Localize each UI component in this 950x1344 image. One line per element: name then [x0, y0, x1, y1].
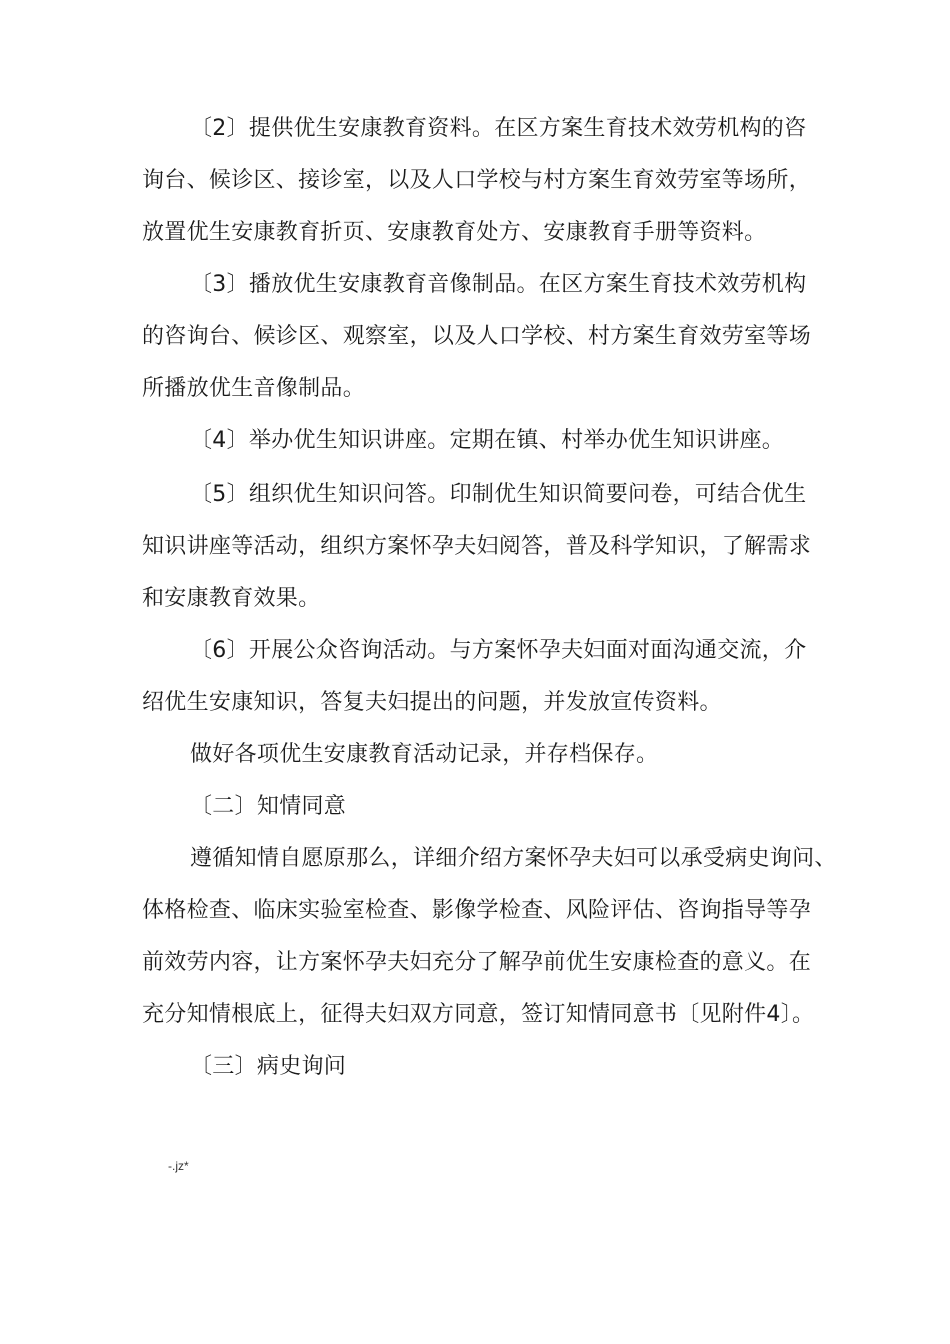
section-heading: 〔二〕知情同意 [190, 794, 347, 819]
text-line: 〔2〕提供优生安康教育资料。在区方案生育技术效劳机构的咨 [190, 116, 807, 141]
text-line: 〔6〕开展公众咨询活动。与方案怀孕夫妇面对面沟通交流，介 [190, 638, 807, 663]
text-line: 绍优生安康知识，答复夫妇提出的问题，并发放宣传资料。 [142, 690, 722, 715]
text-line: 遵循知情自愿原那么，详细介绍方案怀孕夫妇可以承受病史询问、 [190, 846, 837, 871]
text-line: 和安康教育效果。 [142, 586, 321, 611]
text-line: 体格检查、临床实验室检查、影像学检查、风险评估、咨询指导等孕 [142, 898, 812, 923]
text-line: 知识讲座等活动，组织方案怀孕夫妇阅答，普及科学知识，了解需求 [142, 534, 812, 559]
text-line: 〔3〕播放优生安康教育音像制品。在区方案生育技术效劳机构 [190, 272, 807, 297]
page-footer: -.jz* [168, 1159, 189, 1173]
text-line: 前效劳内容，让方案怀孕夫妇充分了解孕前优生安康检查的意义。在 [142, 950, 812, 975]
text-line: 所播放优生音像制品。 [142, 376, 366, 401]
section-heading: 〔三〕病史询问 [190, 1054, 347, 1079]
text-line: 〔5〕组织优生知识问答。印制优生知识简要问卷，可结合优生 [190, 482, 807, 507]
text-line: 放置优生安康教育折页、安康教育处方、安康教育手册等资料。 [142, 220, 767, 245]
text-line: 询台、候诊区、接诊室，以及人口学校与村方案生育效劳室等场所， [142, 168, 812, 193]
text-line: 〔4〕举办优生知识讲座。定期在镇、村举办优生知识讲座。 [190, 428, 785, 453]
text-line: 的咨询台、候诊区、观察室，以及人口学校、村方案生育效劳室等场 [142, 324, 812, 349]
text-line: 充分知情根底上，征得夫妇双方同意，签订知情同意书〔见附件4〕。 [142, 1002, 815, 1027]
text-line: 做好各项优生安康教育活动记录，并存档保存。 [190, 742, 659, 767]
